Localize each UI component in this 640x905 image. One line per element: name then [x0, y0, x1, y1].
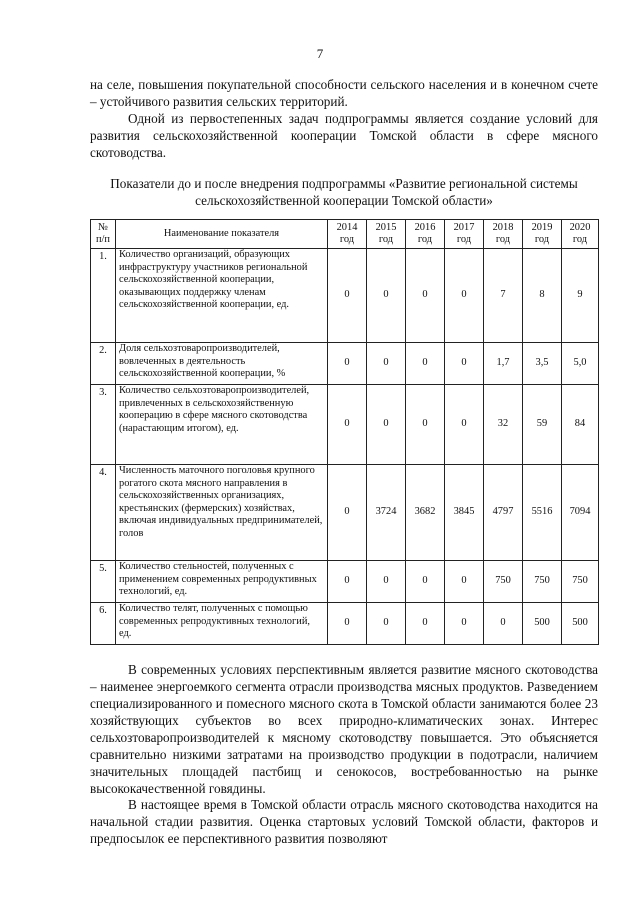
row-name: Доля сельхозтоваропроизводителей, вовлеченных в деятельность сельскохозяйственной кооперации, % — [116, 343, 328, 385]
header-year: 2018 год — [484, 220, 523, 249]
table-row — [91, 385, 599, 465]
table-row — [91, 249, 599, 343]
row-value: 3845 — [445, 465, 484, 561]
row-value: 84 — [562, 385, 599, 465]
row-num: 2. — [91, 343, 116, 385]
row-value: 0 — [367, 249, 406, 343]
row-value: 0 — [406, 561, 445, 603]
table-row — [91, 603, 599, 645]
row-value: 32 — [484, 385, 523, 465]
row-name: Количество телят, полученных с помощью современных репродуктивных технологий, ед. — [116, 603, 328, 645]
row-name: Количество стельностей, полученных с применением современных репродуктивных технологий, ед. — [116, 561, 328, 603]
header-year: 2015 год — [367, 220, 406, 249]
row-value: 0 — [406, 385, 445, 465]
header-year: 2017 год — [445, 220, 484, 249]
row-num: 3. — [91, 385, 116, 465]
header-year: 2019 год — [523, 220, 562, 249]
row-value: 0 — [445, 343, 484, 385]
row-value: 0 — [406, 343, 445, 385]
row-value: 750 — [484, 561, 523, 603]
row-name: Количество сельхозтоваропроизводителей, привлеченных в сельскохозяйственную кооперацию в сфере мясного скотоводства (нарастающим итогом), ед. — [116, 385, 328, 465]
row-name: Численность маточного поголовья крупного рогатого скота мясного направления в сельскохозяйственных организациях, крестьянских (фермерских) хозяйствах, включая индивидуальных предпринимателей, голов — [116, 465, 328, 561]
table-row — [91, 343, 599, 385]
row-value: 0 — [445, 561, 484, 603]
row-value: 7094 — [562, 465, 599, 561]
row-value: 7 — [484, 249, 523, 343]
row-value: 3724 — [367, 465, 406, 561]
page-number: 7 — [316, 46, 324, 61]
row-value: 0 — [445, 249, 484, 343]
row-value: 0 — [328, 343, 367, 385]
row-num: 5. — [91, 561, 116, 603]
row-value: 0 — [367, 385, 406, 465]
row-value: 5516 — [523, 465, 562, 561]
intro-paragraph-continuation: на селе, повышения покупательной способности сельского населения и в конечном счете – устойчивого развития сельских территорий. — [90, 77, 598, 109]
row-value: 0 — [406, 249, 445, 343]
body-paragraph-meat-cattle: В современных условиях перспективным является развитие мясного скотоводства – наименее энергоемкого сегмента отрасли производства мясных продуктов. Разведением специализированного и помесного мясного скота в Томской области занимаются более 23 хозяйствующих субъектов во всех природно-климатических зонах. Интерес сельхозтоваропроизводителей к мясному скотоводству повышается. Это объясняется сравнительно низкими затратами на производство продукции в подотрасли, наличием значительных площадей пастбищ и сенокосов, востребованностью на рынке высококачественной говядины. — [90, 662, 598, 796]
row-value: 0 — [328, 561, 367, 603]
row-value: 0 — [406, 603, 445, 645]
row-value: 0 — [445, 603, 484, 645]
row-num: 6. — [91, 603, 116, 645]
row-value: 0 — [328, 465, 367, 561]
header-year: 2014 год — [328, 220, 367, 249]
row-value: 3682 — [406, 465, 445, 561]
header-num: № п/п — [91, 220, 116, 249]
row-value: 5,0 — [562, 343, 599, 385]
row-value: 0 — [328, 385, 367, 465]
row-value: 0 — [367, 561, 406, 603]
row-value: 1,7 — [484, 343, 523, 385]
body-paragraph-current-state: В настоящее время в Томской области отрасль мясного скотоводства находится на начальной стадии развития. Оценка стартовых условий Томской области, факторов и предпосылок ее перспективного развития позволяют — [90, 797, 598, 846]
row-value: 0 — [484, 603, 523, 645]
row-value: 0 — [328, 249, 367, 343]
table-row — [91, 465, 599, 561]
table-row — [91, 561, 599, 603]
row-value: 0 — [445, 385, 484, 465]
intro-paragraph-task: Одной из первостепенных задач подпрограммы является создание условий для развития сельскохозяйственной кооперации Томской области в сфере мясного скотоводства. — [90, 111, 598, 160]
row-value: 0 — [328, 603, 367, 645]
table-header-row — [91, 220, 599, 249]
row-value: 59 — [523, 385, 562, 465]
row-value: 750 — [523, 561, 562, 603]
row-value: 0 — [367, 603, 406, 645]
row-value: 3,5 — [523, 343, 562, 385]
row-value: 8 — [523, 249, 562, 343]
row-value: 9 — [562, 249, 599, 343]
row-value: 750 — [562, 561, 599, 603]
row-num: 1. — [91, 249, 116, 343]
header-year: 2020 год — [562, 220, 599, 249]
row-value: 500 — [523, 603, 562, 645]
row-value: 0 — [367, 343, 406, 385]
table-caption: Показатели до и после внедрения подпрограммы «Развитие региональной системы сельскохозяйственной кооперации Томской области» — [110, 176, 578, 208]
row-value: 500 — [562, 603, 599, 645]
row-name: Количество организаций, образующих инфраструктуру участников региональной сельскохозяйственной кооперации, оказывающих поддержку членам сельскохозяйственной кооперации, ед. — [116, 249, 328, 343]
indicators-table — [90, 219, 599, 645]
header-year: 2016 год — [406, 220, 445, 249]
header-name: Наименование показателя — [116, 220, 328, 249]
row-num: 4. — [91, 465, 116, 561]
row-value: 4797 — [484, 465, 523, 561]
